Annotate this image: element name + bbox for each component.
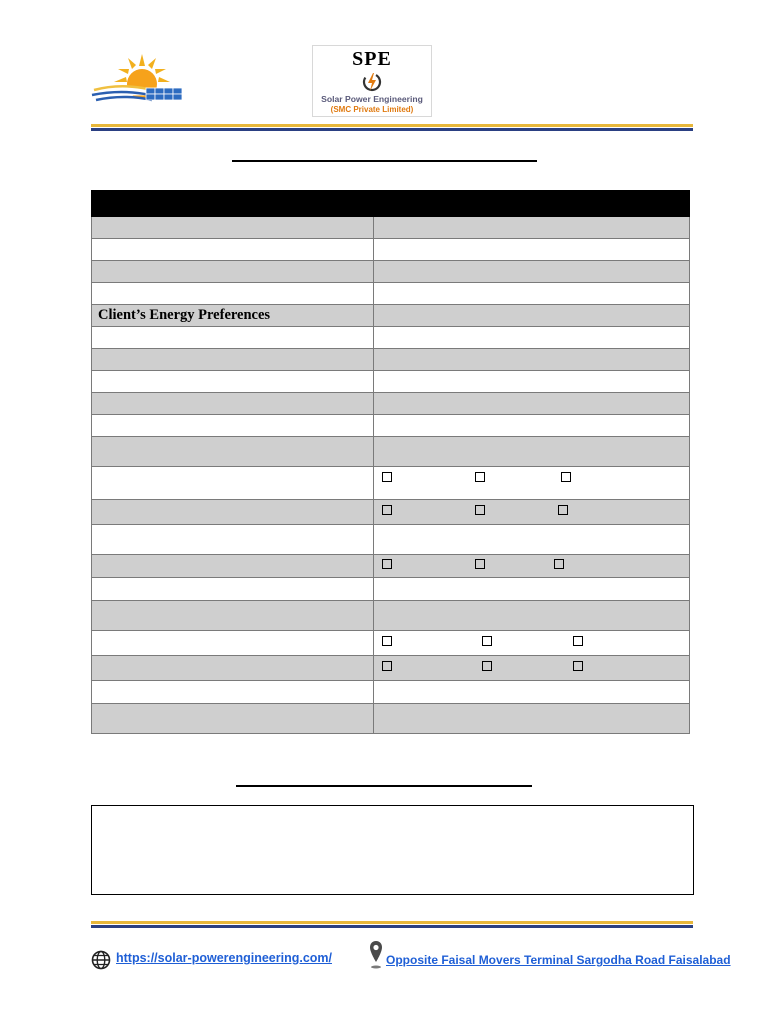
checkbox[interactable] xyxy=(382,636,392,646)
checkbox-group xyxy=(380,472,683,486)
spe-logo-title: SPE xyxy=(352,48,392,70)
checkbox[interactable] xyxy=(382,661,392,671)
table-row xyxy=(92,239,690,261)
section-label: Client’s Energy Preferences xyxy=(98,307,271,323)
form-title-underline xyxy=(232,160,537,162)
client-form-table xyxy=(91,190,690,734)
notes-title-underline xyxy=(236,785,532,787)
field-cell[interactable] xyxy=(374,601,690,631)
table-row xyxy=(92,631,690,656)
field-cell[interactable] xyxy=(374,437,690,467)
checkbox-group xyxy=(380,661,683,675)
field-cell[interactable] xyxy=(374,239,690,261)
field-cell[interactable] xyxy=(374,415,690,437)
table-row xyxy=(92,415,690,437)
table-row xyxy=(92,578,690,601)
checkbox[interactable] xyxy=(382,559,392,569)
field-cell[interactable] xyxy=(374,327,690,349)
checkbox[interactable] xyxy=(558,505,568,515)
field-cell[interactable] xyxy=(374,305,690,327)
table-row xyxy=(92,704,690,734)
header-color-band xyxy=(91,124,693,131)
checkbox[interactable] xyxy=(475,505,485,515)
field-cell[interactable] xyxy=(374,704,690,734)
website-link[interactable]: https://solar-powerengineering.com/ xyxy=(116,951,332,965)
sun-solar-panel-logo xyxy=(90,52,186,108)
table-row xyxy=(92,393,690,415)
table-row xyxy=(92,467,690,500)
table-row xyxy=(92,681,690,704)
address-link[interactable]: Opposite Faisal Movers Terminal Sargodha Road Faisalabad xyxy=(386,953,731,967)
field-cell[interactable] xyxy=(374,578,690,601)
table-row xyxy=(92,327,690,349)
field-cell[interactable] xyxy=(374,371,690,393)
footer-color-band xyxy=(91,921,693,928)
field-cell[interactable] xyxy=(374,349,690,371)
table-row xyxy=(92,305,690,327)
checkbox[interactable] xyxy=(561,472,571,482)
field-cell[interactable] xyxy=(374,525,690,555)
table-row xyxy=(92,349,690,371)
table-header-row xyxy=(92,191,690,217)
checkbox[interactable] xyxy=(554,559,564,569)
globe-icon xyxy=(91,950,111,970)
checkbox[interactable] xyxy=(382,472,392,482)
table-row xyxy=(92,437,690,467)
table-row xyxy=(92,283,690,305)
field-cell[interactable] xyxy=(374,681,690,704)
table-row xyxy=(92,555,690,578)
field-cell[interactable] xyxy=(374,217,690,239)
power-bolt-icon xyxy=(362,71,382,93)
location-pin-icon xyxy=(369,940,383,970)
table-row xyxy=(92,601,690,631)
field-cell[interactable] xyxy=(374,261,690,283)
table-row xyxy=(92,371,690,393)
notes-box[interactable] xyxy=(91,805,694,895)
company-subtitle: (SMC Private Limited) xyxy=(330,105,414,114)
checkbox[interactable] xyxy=(475,472,485,482)
spe-company-logo xyxy=(312,45,432,117)
checkbox[interactable] xyxy=(475,559,485,569)
checkbox-group xyxy=(380,636,683,650)
table-row xyxy=(92,656,690,681)
checkbox[interactable] xyxy=(382,505,392,515)
checkbox[interactable] xyxy=(573,661,583,671)
checkbox[interactable] xyxy=(482,661,492,671)
table-row xyxy=(92,500,690,525)
company-name: Solar Power Engineering xyxy=(321,94,423,104)
table-row xyxy=(92,261,690,283)
checkbox-group xyxy=(380,505,683,519)
field-cell[interactable] xyxy=(374,283,690,305)
checkbox[interactable] xyxy=(482,636,492,646)
checkbox-group xyxy=(380,559,683,573)
checkbox[interactable] xyxy=(573,636,583,646)
table-row xyxy=(92,525,690,555)
field-cell[interactable] xyxy=(374,393,690,415)
table-row xyxy=(92,217,690,239)
